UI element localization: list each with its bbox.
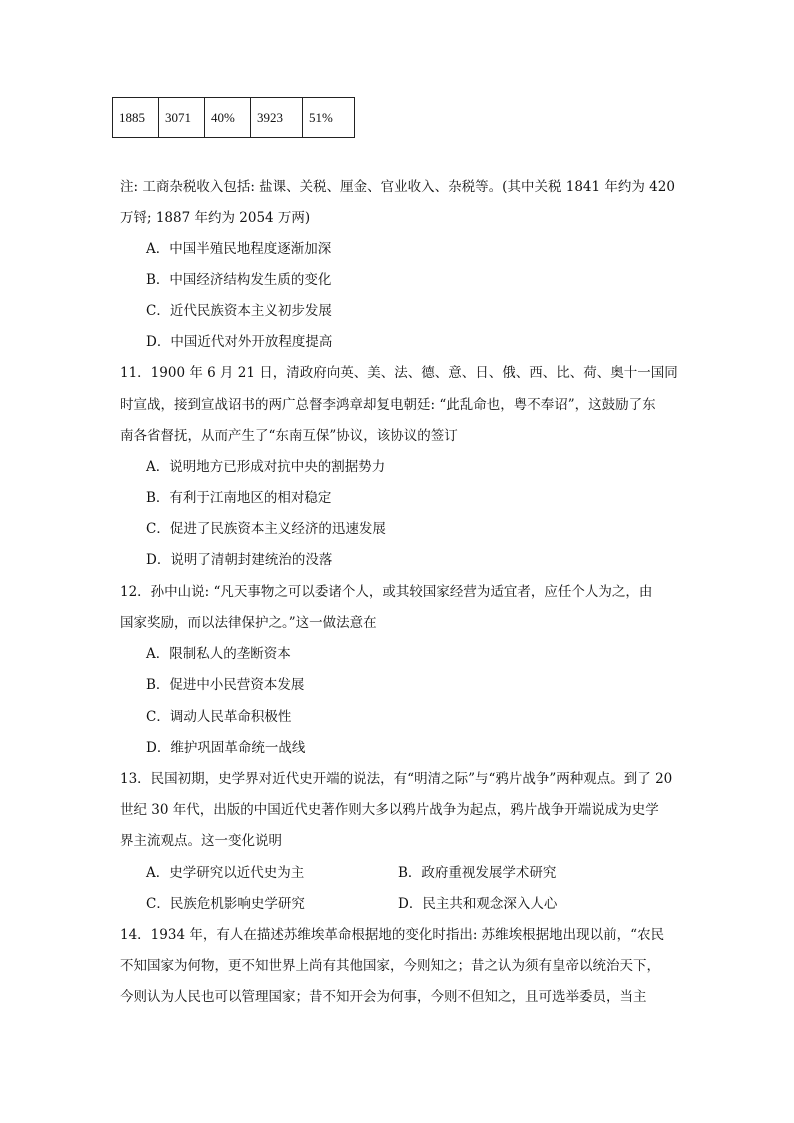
data-table — [112, 97, 355, 138]
q13-option-a: A．史学研究以近代史为主 — [146, 865, 305, 881]
q12-option-d: D．维护巩固革命统一战线 — [146, 740, 306, 756]
q12-stem-line-2: 国家奖励，而以法律保护之。”这一做法意在 — [120, 615, 377, 631]
table-cell-value-2: 3923 — [251, 98, 303, 138]
note-line-1: 注: 工商杂税收入包括: 盐课、关税、厘金、官业收入、杂税等。(其中关税 1841 年约为 420 — [120, 179, 675, 195]
q14-stem-line-1: 14．1934 年，有人在描述苏维埃革命根据地的变化时指出: 苏维埃根据地出现以前，“农民 — [120, 927, 665, 943]
q11-option-d: D．说明了清朝封建统治的没落 — [146, 552, 333, 568]
q13-stem-line-3: 界主流观点。这一变化说明 — [120, 833, 282, 849]
table-cell-year: 1885 — [113, 98, 159, 138]
table-cell-percent-2: 51% — [303, 98, 355, 138]
q11-option-c: C．促进了民族资本主义经济的迅速发展 — [146, 521, 386, 537]
q14-stem-line-3: 今则认为人民也可以管理国家；昔不知开会为何事，今则不但知之，且可选举委员，当主 — [120, 989, 647, 1005]
q10-option-b: B．中国经济结构发生质的变化 — [146, 272, 332, 288]
q12-option-b: B．促进中小民营资本发展 — [146, 677, 305, 693]
q11-option-a: A．说明地方已形成对抗中央的割据势力 — [146, 459, 386, 475]
q11-stem-line-3: 南各省督抚，从而产生了“东南互保”协议，该协议的签订 — [120, 428, 458, 444]
q12-stem-line-1: 12．孙中山说: “凡天事物之可以委诸个人，或其较国家经营为适宜者，应任个人为之，由 — [120, 584, 653, 600]
q11-stem-line-2: 时宣战，接到宣战诏书的两广总督李鸿章却复电朝廷: “此乱命也，粤不奉诏”，这鼓励了东 — [120, 397, 656, 413]
q13-stem-line-1: 13．民国初期，史学界对近代史开端的说法，有“明清之际”与“鸦片战争”两种观点。到了 20 — [120, 771, 673, 787]
q10-option-d: D．中国近代对外开放程度提高 — [146, 334, 333, 350]
q13-stem-line-2: 世纪 30 年代，出版的中国近代史著作则大多以鸦片战争为起点，鸦片战争开端说成为史学 — [120, 802, 659, 818]
q14-stem-line-2: 不知国家为何物，更不知世界上尚有其他国家，今则知之；昔之认为须有皇帝以统治天下， — [120, 958, 660, 974]
q11-option-b: B．有利于江南地区的相对稳定 — [146, 490, 332, 506]
q13-option-d: D．民主共和观念深入人心 — [398, 896, 558, 912]
q12-option-a: A．限制私人的垄断资本 — [146, 646, 291, 662]
q12-option-c: C．调动人民革命积极性 — [146, 709, 292, 725]
q13-option-c: C．民族危机影响史学研究 — [146, 896, 305, 912]
q10-option-c: C．近代民族资本主义初步发展 — [146, 303, 332, 319]
table-cell-value-1: 3071 — [159, 98, 205, 138]
note-line-2: 万锊; 1887 年约为 2054 万两) — [120, 210, 311, 226]
table-row — [113, 98, 355, 138]
q10-option-a: A．中国半殖民地程度逐渐加深 — [146, 241, 332, 257]
table-cell-percent-1: 40% — [205, 98, 251, 138]
q11-stem-line-1: 11．1900 年 6 月 21 日，清政府向英、美、法、德、意、日、俄、西、比、荷、奥十一国同 — [120, 365, 678, 381]
q13-option-b: B．政府重视发展学术研究 — [398, 865, 557, 881]
